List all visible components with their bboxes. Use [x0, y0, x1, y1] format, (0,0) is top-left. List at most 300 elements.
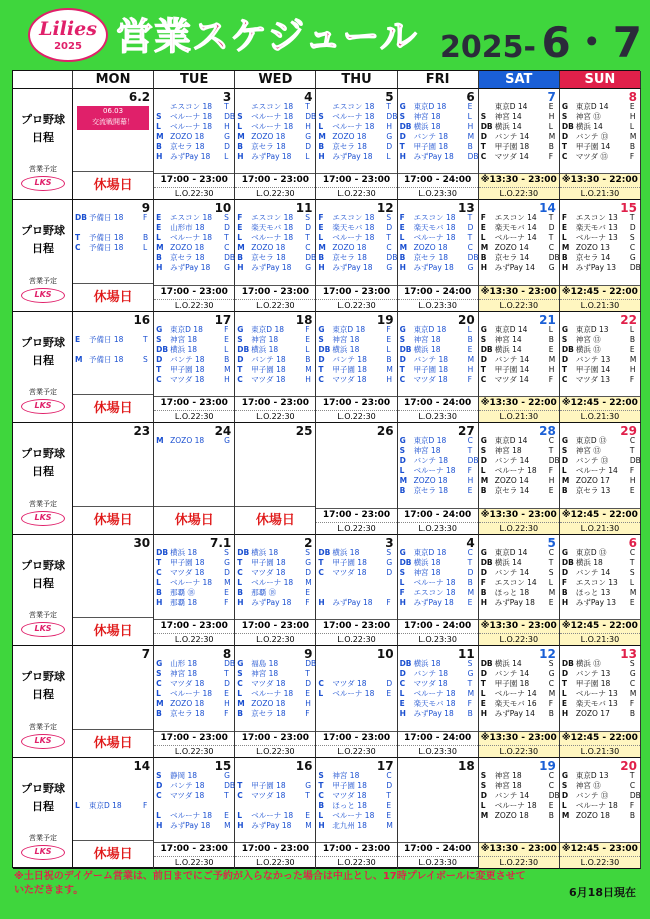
game-row [318, 558, 394, 568]
game-cell: みずPay 18 [494, 597, 535, 607]
game-cell: L [305, 152, 310, 161]
game-cell: L [629, 122, 635, 131]
game-cell: バンテ 14 [575, 567, 611, 577]
game-cell: B [318, 800, 325, 810]
game-row [481, 578, 557, 588]
game-cell: DB [548, 253, 560, 263]
game-row [481, 466, 557, 476]
game-row [318, 213, 394, 223]
game-cell: M [156, 132, 164, 141]
game-cell: S [561, 446, 568, 456]
game-row [237, 811, 313, 821]
game-row [562, 233, 638, 243]
game-cell: DB [561, 557, 574, 567]
game-cell: F [467, 699, 472, 709]
game-cell: L [399, 689, 405, 699]
open-hours: ※12:45 - 22:00 [561, 509, 638, 520]
period-months: 6・7 [541, 18, 642, 67]
game-cell: D [480, 132, 487, 141]
game-row [237, 263, 313, 273]
game-cell: C [156, 790, 162, 800]
day-number: 24 [214, 424, 232, 439]
game-cell: 楽天モバ 13 [575, 223, 618, 233]
game-cell: みずPay 18 [170, 152, 211, 161]
game-cell: DB [224, 112, 236, 121]
game-cell: T [467, 557, 473, 567]
game-cell: E [305, 334, 311, 344]
calendar-day [316, 312, 397, 423]
day-number: 30 [133, 535, 151, 550]
game-cell: 東京D 14 [494, 547, 528, 557]
game-row [237, 375, 313, 385]
open-hours: 17:00 - 23:00 [322, 843, 391, 854]
game-cell: ベルーナ 18 [413, 466, 456, 476]
game-cell: みずPay 14 [494, 709, 535, 719]
game-row [318, 243, 394, 253]
day-number: 6 [628, 535, 637, 550]
game-row [318, 122, 394, 132]
game-cell: D [561, 456, 569, 466]
game-cell: L [318, 689, 324, 699]
game-cell: C [480, 374, 487, 384]
game-cell: D [561, 790, 569, 800]
game-cell: S [237, 334, 243, 344]
game-cell: DB [305, 112, 317, 121]
last-order: L.O.22:30 [235, 410, 315, 422]
calendar-day [560, 200, 641, 311]
game-cell: ベルーナ 18 [251, 689, 294, 699]
game-cell: マツダ 18 [332, 374, 367, 384]
game-cell: B [305, 354, 311, 364]
game-cell: 横浜 18 [413, 344, 441, 354]
game-cell: F [548, 152, 554, 161]
game-cell: H [399, 709, 406, 719]
calendar-day [73, 200, 154, 311]
game-cell: L [156, 233, 161, 243]
closed-label: 休場日 [73, 617, 153, 645]
game-cell: E [399, 223, 405, 233]
game-cell: S [561, 112, 568, 121]
game-cell: E [399, 699, 405, 709]
game-cell: B [399, 253, 406, 263]
game-cell: F [548, 466, 554, 476]
day-number: 6 [466, 90, 475, 104]
game-cell: B [629, 810, 635, 820]
game-cell: DB [480, 344, 493, 354]
game-cell: T [305, 790, 310, 800]
business-hours [316, 508, 396, 534]
game-cell: M [399, 476, 408, 486]
game-row [237, 669, 313, 679]
game-cell: ZOZO 18 [170, 132, 205, 141]
day-number: 14 [133, 758, 151, 773]
last-order: L.O.22:30 [479, 745, 559, 757]
game-cell: 神宮 18 [332, 770, 360, 780]
game-cell: バンテ 14 [494, 567, 530, 577]
game-cell: T [548, 446, 554, 456]
game-cell: L [156, 810, 161, 820]
game-cell: H [561, 597, 569, 607]
game-cell: バンテ 18 [170, 780, 205, 790]
last-order: L.O.22:30 [154, 856, 234, 868]
game-row [237, 335, 313, 345]
game-cell: T [156, 557, 162, 567]
game-cell: T [224, 102, 229, 111]
game-cell: B [156, 709, 162, 719]
calendar-day [560, 646, 641, 757]
game-cell: G [561, 547, 568, 557]
game-row [156, 355, 232, 365]
game-row [400, 325, 476, 335]
game-cell: L [548, 577, 553, 587]
game-cell: D [156, 354, 163, 364]
last-order: L.O.22:30 [154, 187, 234, 199]
game-cell: G [386, 557, 393, 567]
game-list [237, 659, 317, 719]
calendar-day [316, 89, 397, 200]
last-order: L.O.22:30 [316, 187, 396, 199]
game-cell: みずPay 18 [332, 597, 373, 607]
open-hours: 17:00 - 23:00 [241, 398, 309, 409]
game-cell: 楽天モバ 14 [494, 223, 537, 233]
game-cell: DB [386, 253, 398, 263]
game-cell: E [156, 213, 162, 223]
game-cell: E [467, 597, 473, 607]
day-number: 8 [628, 90, 637, 104]
day-number: 16 [133, 312, 151, 327]
game-cell: S [629, 659, 635, 669]
game-cell: F [629, 699, 635, 709]
game-cell: S [629, 567, 635, 577]
game-row [156, 243, 232, 253]
game-cell: L [156, 122, 161, 131]
game-cell: F [237, 213, 243, 223]
game-list [156, 213, 236, 273]
as-of-date: 6月18日現在 [569, 886, 636, 899]
game-cell: DB [224, 253, 236, 263]
game-row [318, 335, 394, 345]
day-number: 19 [539, 758, 556, 773]
game-cell: マツダ 18 [251, 567, 286, 577]
game-cell: L [237, 122, 243, 131]
game-cell: G [156, 324, 163, 334]
game-row [237, 122, 313, 132]
game-cell: ベルーナ 18 [170, 689, 213, 699]
game-cell: バンテ 18 [413, 669, 448, 679]
game-cell: 山形市 18 [170, 223, 205, 233]
day-number: 5 [385, 90, 394, 104]
game-row [318, 821, 394, 831]
game-row [237, 243, 313, 253]
game-row [237, 152, 313, 162]
game-row [561, 263, 641, 273]
game-cell: E [75, 334, 81, 344]
game-cell: B [467, 709, 473, 719]
last-order: L.O.22:30 [154, 410, 234, 422]
game-cell: 楽天モバ 18 [251, 223, 294, 233]
game-cell: 横浜 18 [413, 557, 441, 567]
pro-baseball-label: プロ野球 日程 [21, 113, 65, 144]
game-cell: 横浜 18 [413, 122, 441, 131]
game-cell: L [548, 122, 553, 131]
game-cell: 甲子園 14 [494, 364, 530, 374]
game-cell: E [548, 344, 554, 354]
game-cell: バンテ ⑬ [575, 132, 609, 141]
game-cell: 甲子園 18 [413, 364, 448, 374]
game-cell: 神宮 18 [494, 770, 522, 780]
game-cell: S [318, 112, 324, 121]
calendar-day [560, 312, 641, 423]
game-cell: T [305, 233, 310, 243]
game-row [318, 568, 394, 578]
game-cell: E [548, 800, 554, 810]
business-hours [154, 285, 234, 311]
game-cell: 横浜 18 [170, 344, 198, 354]
pro-baseball-label: プロ野球 日程 [21, 558, 65, 590]
game-cell: S [156, 770, 162, 780]
game-row [400, 476, 476, 486]
game-cell: 横浜 14 [494, 659, 522, 669]
game-cell: D [318, 354, 325, 364]
game-cell: 神宮 14 [494, 112, 522, 121]
game-cell: ZOZO 18 [251, 132, 286, 141]
game-cell: M [467, 587, 475, 597]
business-plan-label: 営業予定 [29, 276, 57, 285]
game-cell: B [480, 587, 487, 597]
game-cell: H [318, 263, 325, 273]
game-cell: ZOZO 17 [575, 476, 610, 486]
week-label [13, 423, 73, 534]
game-cell: S [318, 770, 324, 780]
game-cell: B [386, 354, 392, 364]
page-title: 営業スケジュール [116, 15, 418, 58]
calendar-day [560, 535, 641, 646]
game-cell: F [143, 800, 148, 810]
game-row [562, 223, 638, 233]
game-cell: マツダ 18 [332, 567, 367, 577]
game-cell: バンテ 14 [494, 456, 530, 466]
game-cell: T [386, 790, 392, 800]
game-cell: L [305, 344, 310, 354]
game-row [562, 436, 638, 446]
game-cell: E [305, 587, 311, 597]
day-number: 16 [295, 758, 313, 773]
logo-name: Lilies [39, 18, 97, 40]
game-cell: DB [237, 547, 250, 557]
game-list [237, 213, 317, 273]
game-row [562, 781, 638, 791]
game-list [400, 659, 476, 719]
game-cell: 東京D 18 [413, 547, 447, 557]
game-row [400, 578, 476, 588]
game-cell: M [480, 243, 489, 253]
calendar-day [479, 758, 560, 869]
game-cell: E [629, 486, 635, 496]
game-cell: B [629, 334, 635, 344]
day-number: 17 [214, 312, 232, 327]
game-row [318, 132, 394, 142]
last-order: L.O.22:30 [235, 856, 315, 868]
day-number: 9 [304, 647, 313, 662]
game-cell: D [399, 669, 406, 679]
game-row [562, 335, 638, 345]
game-cell: H [629, 112, 636, 121]
game-cell: みずPay 18 [332, 263, 373, 273]
game-cell: B [548, 810, 554, 820]
game-cell: S [386, 547, 392, 557]
business-hours [235, 731, 315, 757]
game-cell: T [561, 679, 567, 689]
game-row [400, 375, 476, 385]
game-cell: ほっと 13 [575, 587, 611, 597]
game-cell: 横浜 18 [413, 659, 441, 669]
day-number: 15 [620, 201, 637, 216]
game-cell: F [548, 699, 554, 709]
game-cell: ZOZO 18 [332, 132, 367, 141]
game-row [400, 791, 476, 801]
game-row [400, 801, 476, 811]
game-cell: D [224, 142, 230, 151]
game-row [562, 578, 638, 588]
game-cell: B [548, 334, 554, 344]
game-row [75, 213, 151, 223]
calendar-day [73, 423, 154, 534]
game-row [400, 821, 476, 831]
game-cell: S [629, 233, 635, 243]
game-cell: みずPay 18 [332, 152, 373, 161]
day-number: 10 [376, 647, 394, 662]
game-cell: L [237, 577, 243, 587]
calendar-day [398, 89, 479, 200]
game-cell: 神宮 ⑬ [575, 780, 601, 790]
game-cell: エスコン 13 [575, 577, 618, 587]
game-cell: L [75, 800, 80, 810]
game-cell: C [318, 679, 324, 689]
game-row [481, 486, 557, 496]
pro-baseball-label: プロ野球 日程 [21, 447, 65, 479]
calendar-day [154, 200, 235, 311]
game-cell: みずPay 18 [251, 263, 292, 273]
game-cell: DB [156, 547, 169, 557]
game-cell: D [561, 669, 569, 679]
game-cell: H [480, 709, 487, 719]
game-cell: F [629, 374, 635, 384]
game-cell: B [318, 142, 325, 151]
game-list [156, 436, 232, 446]
game-cell: ZOZO 18 [413, 476, 448, 486]
game-cell: T [629, 446, 635, 456]
game-cell: 横浜 ⑬ [575, 659, 601, 669]
game-row [156, 821, 232, 831]
day-number: 7.1 [210, 535, 232, 550]
game-cell: バンテ 18 [170, 354, 205, 364]
game-cell: S [305, 213, 311, 223]
game-cell: DB [75, 213, 87, 223]
closed-label: 休場日 [73, 729, 153, 757]
game-cell: C [75, 243, 81, 253]
game-cell: G [467, 669, 474, 679]
game-cell: みずPay 18 [170, 820, 211, 830]
last-order: L.O.22:30 [154, 745, 234, 757]
game-cell: F [629, 800, 635, 810]
game-cell: 神宮 18 [170, 334, 198, 344]
game-cell: L [480, 689, 486, 699]
calendar-day [560, 758, 641, 869]
game-cell: 那覇 18 [170, 597, 198, 607]
game-cell: E [386, 334, 392, 344]
game-cell: マツダ 18 [251, 374, 286, 384]
last-order: L.O.21:30 [479, 410, 559, 422]
open-hours: ※12:45 - 22:00 [561, 286, 638, 297]
game-list [318, 659, 394, 719]
game-cell: D [548, 223, 555, 233]
game-cell: M [75, 354, 83, 364]
game-cell: C [305, 243, 311, 253]
game-cell: DB [305, 659, 317, 669]
game-row [237, 801, 313, 811]
game-cell: L [467, 324, 472, 334]
game-row [237, 781, 313, 791]
game-row [318, 365, 394, 375]
day-number: 26 [376, 424, 394, 439]
closed-label: 休場日 [235, 506, 315, 534]
game-cell: C [237, 790, 243, 800]
game-cell: 京セラ 14 [494, 253, 530, 263]
day-header-sat: SAT [479, 71, 560, 89]
game-row [562, 355, 638, 365]
open-hours: 17:00 - 23:00 [322, 509, 391, 520]
game-row [400, 466, 476, 476]
game-cell: T [237, 557, 243, 567]
game-cell: S [224, 547, 229, 557]
game-row [481, 263, 557, 273]
game-cell: D [629, 223, 636, 233]
game-cell: H [386, 374, 393, 384]
game-cell: M [237, 132, 245, 141]
game-cell: ベルーナ 18 [170, 112, 213, 121]
game-cell: 予備日 18 [89, 233, 124, 243]
game-cell: D [386, 679, 393, 689]
period-year: 2025- [440, 30, 536, 65]
game-cell: L [480, 233, 486, 243]
game-cell: E [386, 810, 392, 820]
game-cell: E [224, 334, 229, 344]
game-cell: F [386, 597, 391, 607]
game-row [481, 771, 557, 781]
game-cell: G [399, 436, 406, 446]
calendar-day [235, 423, 316, 534]
game-cell: 予備日 18 [89, 243, 124, 253]
game-cell: ZOZO 18 [332, 243, 367, 253]
calendar-day [398, 535, 479, 646]
game-cell: L [561, 466, 567, 476]
open-hours: 17:00 - 23:00 [322, 398, 391, 409]
game-cell: F [629, 152, 635, 161]
game-row [481, 568, 557, 578]
game-cell: B [156, 142, 162, 151]
game-cell: 神宮 18 [413, 112, 441, 121]
calendar-day [235, 200, 316, 311]
game-row [156, 791, 232, 801]
game-cell: 甲子園 18 [170, 557, 205, 567]
game-cell: M [548, 587, 556, 597]
game-cell: D [156, 780, 163, 790]
game-list [480, 770, 560, 831]
last-order: L.O.22:30 [316, 410, 396, 422]
pro-baseball-label: プロ野球 日程 [21, 335, 65, 367]
game-cell: ベルーナ 18 [413, 689, 456, 699]
day-number: 15 [214, 758, 232, 773]
